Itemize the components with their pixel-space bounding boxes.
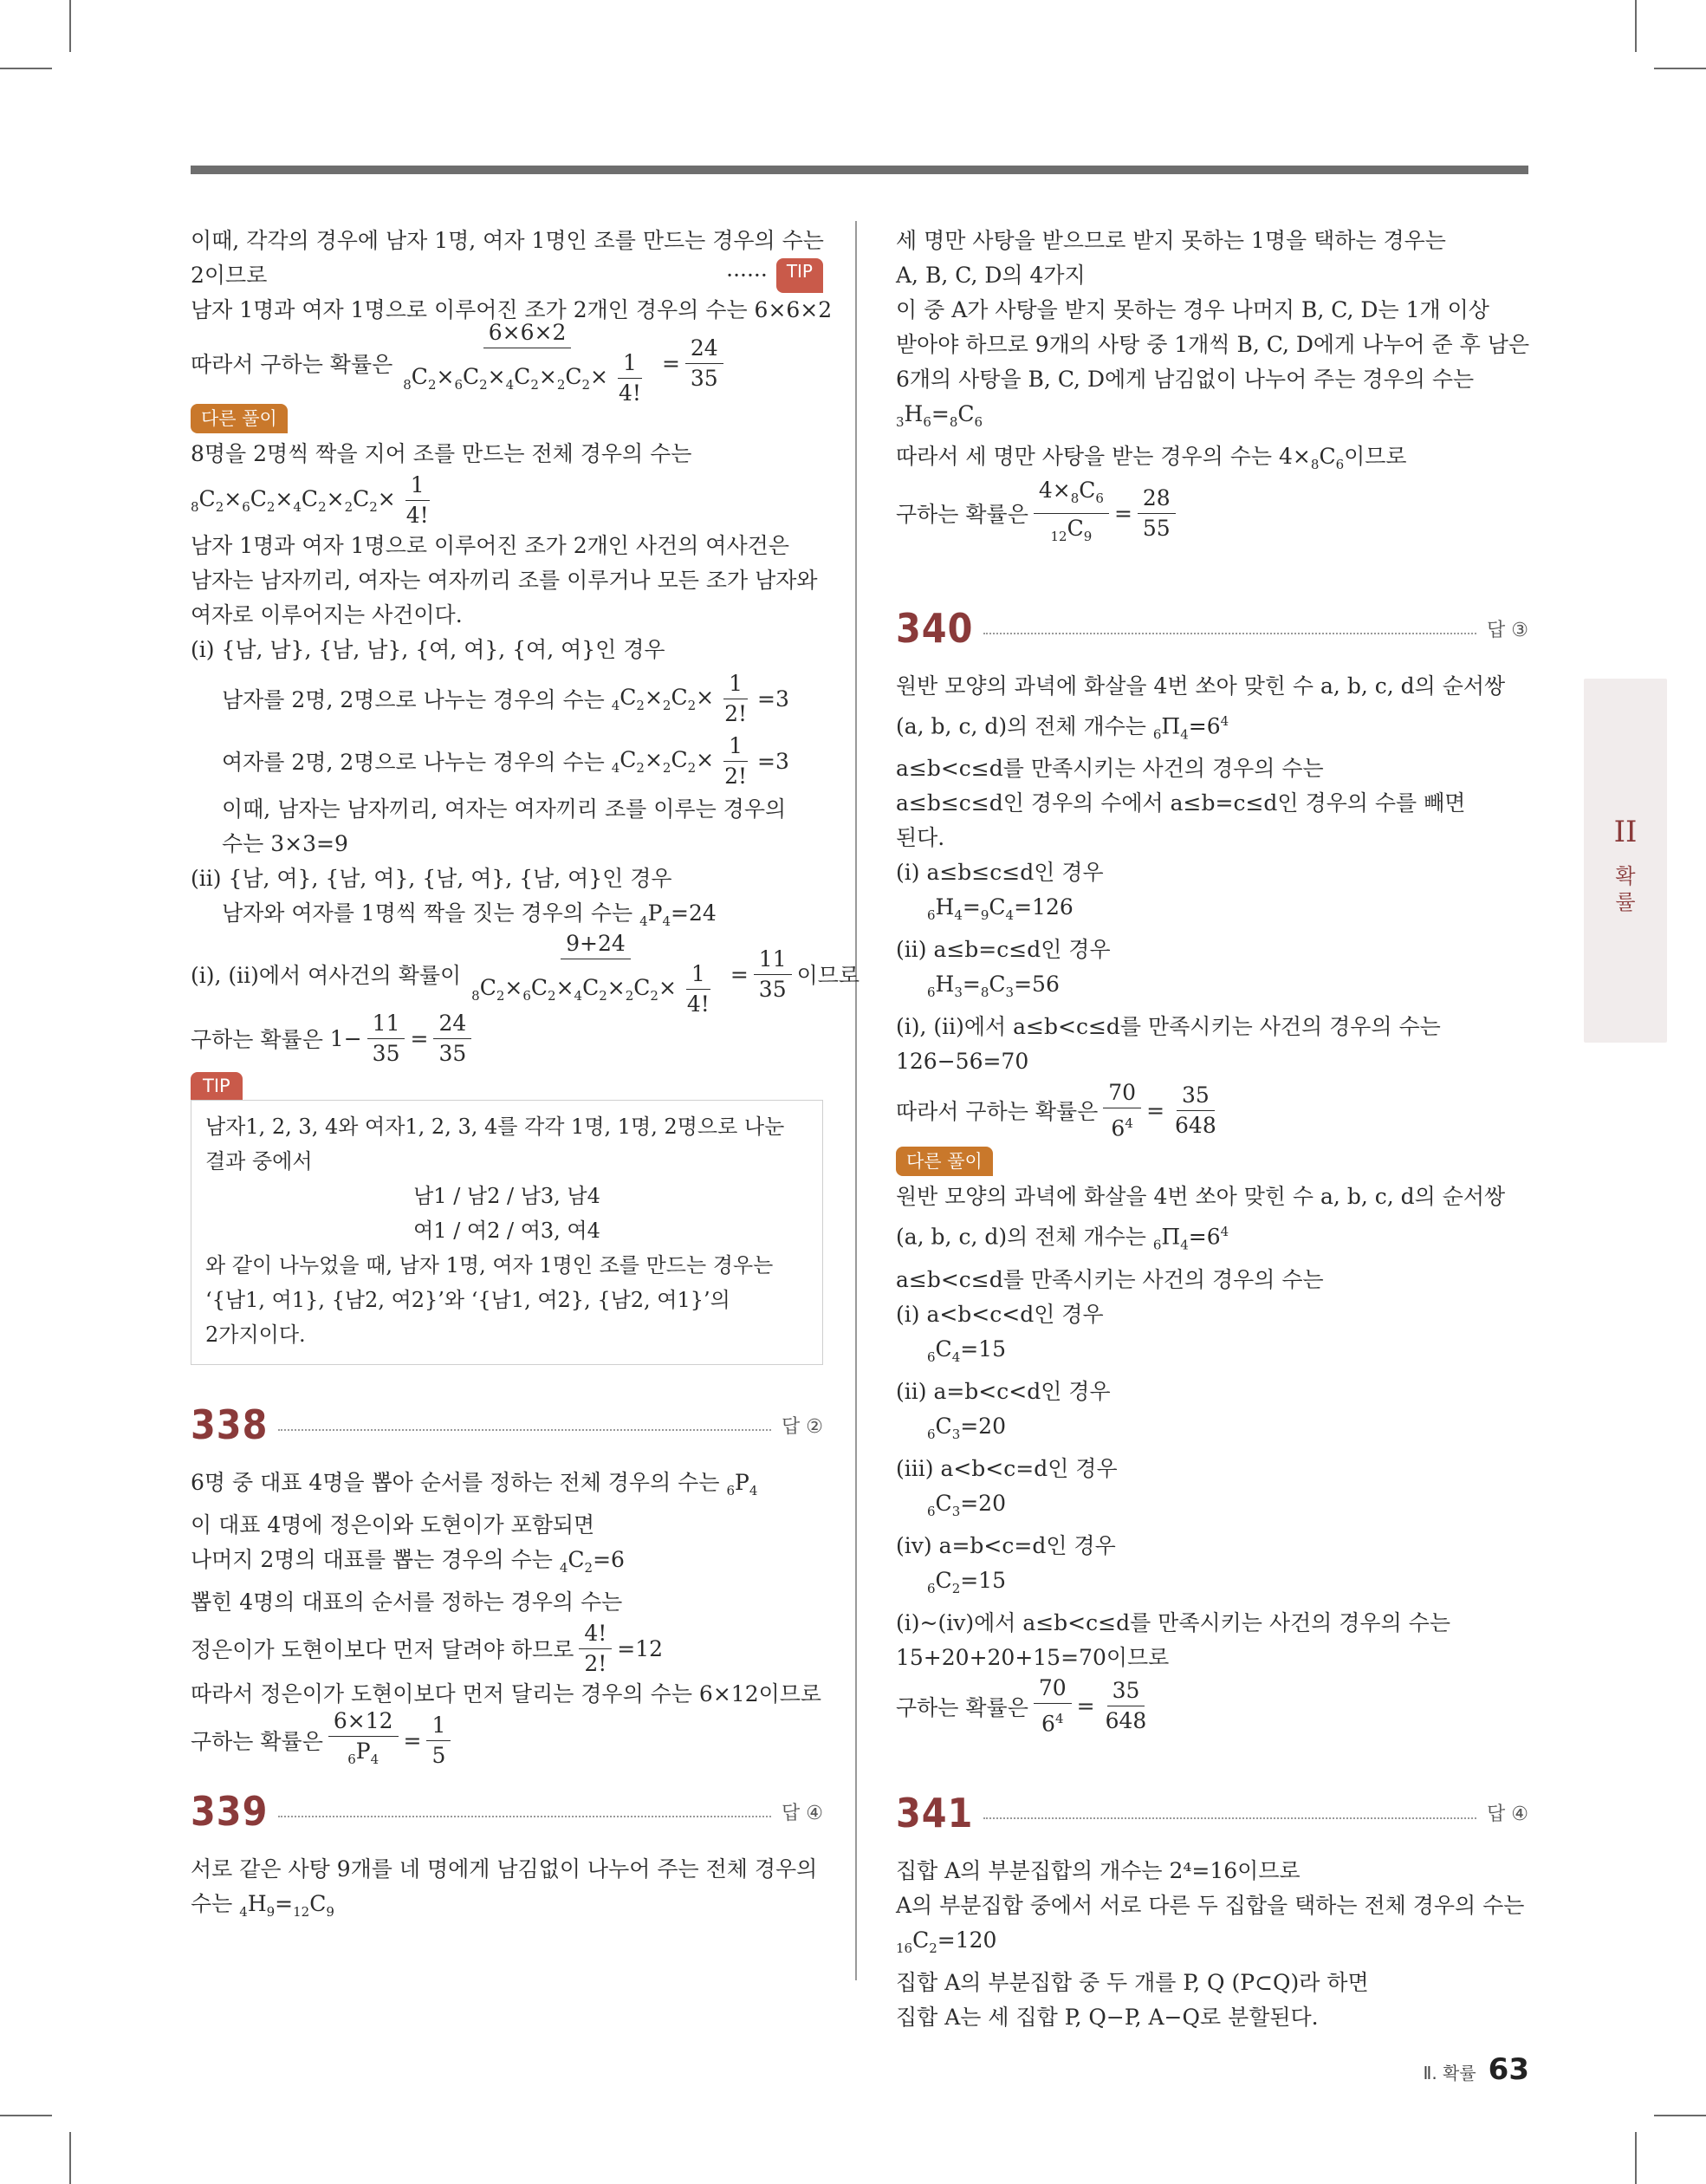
problem-number: 341 [896,1789,974,1836]
problem-number: 339 [191,1788,269,1835]
chapter-roman-numeral: II [1613,815,1638,849]
text-line: 서로 같은 사탕 9개를 네 명에게 남김없이 나누어 주는 전체 경우의 [191,1856,818,1882]
text-fragment: 남자와 여자를 1명씩 짝을 짓는 경우의 수는 [222,900,633,926]
text-line: 여1 / 여2 / 여3, 여4 [413,1219,600,1243]
leader-dots: ······ [726,263,768,288]
text-line: 여자로 이루어지는 사건이다. [191,602,463,627]
tip-box-label: TIP [191,1072,243,1100]
text-line: 뽑힌 4명의 대표의 순서를 정하는 경우의 수는 [191,1589,623,1615]
text-line: a≤b<c≤d를 만족시키는 사건의 경우의 수는 [896,756,1324,782]
text-line: (a, b, c, d)의 전체 개수는 $_6\Pi_4=6^4$ [896,713,1229,743]
text-line: (ii) a=b<c<d인 경우 [896,1378,1111,1404]
tip-badge: TIP [776,258,823,293]
header-rule [191,166,1528,174]
formula-line: $_6H_4=_9C_4=126$ [927,894,1074,924]
text-line: 남자 1명과 여자 1명으로 이루어진 조가 2개인 경우의 수는 6×6×2 [191,297,833,322]
text-line: 126−56=70 [896,1049,1029,1075]
alt-solution-badge: 다른 풀이 [896,1147,993,1176]
text-line: (i), (ii)에서 a≤b<c≤d를 만족시키는 사건의 경우의 수는 [896,1014,1441,1040]
text-line: 8명을 2명씩 짝을 지어 조를 만드는 전체 경우의 수는 [191,441,692,466]
left-column [191,224,860,1929]
text-line: 남자는 남자끼리, 여자는 여자끼리 조를 이루거나 모든 조가 남자와 [191,568,818,593]
formula-line: 구하는 확률은 $\frac{70}{6^4}$ = $\frac{35}{648}$ [896,1674,1147,1737]
text-line: 이 중 A가 사탕을 받지 못하는 경우 나머지 B, C, D는 1개 이상 [896,297,1489,322]
text-line: 받아야 하므로 9개의 사탕 중 1개씩 B, C, D에게 나누어 준 후 남은 [896,332,1530,357]
text-line: 남1 / 남2 / 남3, 남4 [413,1184,600,1208]
text-line: 남자1, 2, 3, 4와 여자1, 2, 3, 4를 각각 1명, 1명, 2명으로 나눈 [205,1115,785,1139]
text-line: a≤b<c≤d를 만족시키는 사건의 경우의 수는 [896,1266,1324,1292]
text-line: 와 같이 나누었을 때, 남자 1명, 여자 1명인 조를 만드는 경우는 [205,1253,774,1277]
text-line: 된다. [896,825,945,851]
text-line: 6개의 사탕을 B, C, D에게 남김없이 나누어 주는 경우의 수는 [896,367,1475,392]
text-line: 나머지 2명의 대표를 뽑는 경우의 수는 $_4C_2=6$ [191,1547,625,1576]
text-line: A, B, C, D의 4가지 [896,263,1086,288]
text-fragment: 이므로 [796,963,860,988]
page-footer [1423,2052,1529,2087]
crop-mark [69,0,71,52]
formula-line: (i), (ii)에서 여사건의 확률이 9+24 $_8C_2\times_6C_2\times_4C_2\times_2C_2\times$ $\frac{1}{4!}$ = $\frac{11}{35}$ 이므로 [191,931,860,1017]
problem-number: 340 [896,605,974,652]
formula-line: 따라서 구하는 확률은 $\frac{70}{6^4}$ = $\frac{35}{648}$ [896,1079,1216,1141]
crop-mark [69,2132,71,2184]
text-line: (ii) {남, 여}, {남, 여}, {남, 여}, {남, 여}인 경우 [191,866,672,891]
text-line: ‘{남1, 여1}, {남2, 여2}’와 ‘{남1, 여2}, {남2, 여1}’의 [205,1288,730,1312]
problem-header-338 [191,1401,823,1448]
answer-mark: 답 ④ [1487,1804,1528,1826]
formula-line: $_6H_3=_8C_3=56$ [927,972,1060,1001]
text-line: 2가지이다. [205,1323,306,1347]
crop-mark [1635,0,1637,52]
text-line: (i) a≤b≤c≤d인 경우 [896,860,1104,886]
answer-mark: 답 ② [782,1415,823,1438]
problem-header-339 [191,1788,823,1835]
answer-mark: 답 ③ [1487,619,1528,641]
text-fragment: (i), (ii)에서 여사건의 확률이 [191,963,462,988]
leader-dots [278,1816,771,1817]
text-line: 집합 A는 세 집합 P, Q−P, A−Q로 분할된다. [896,2004,1319,2030]
text-line: 따라서 정은이가 도현이보다 먼저 달리는 경우의 수는 6×12이므로 [191,1681,822,1706]
chapter-label [1603,863,1648,915]
formula-line: 구하는 확률은 $\frac{4\times_8C_6}{_{12}C_9}$ = $\frac{28}{55}$ [896,482,1528,544]
problem-header-340 [896,605,1528,652]
text-line: 원반 모양의 과녁에 화살을 4번 쏘아 맞힌 수 a, b, c, d의 순서쌍 [896,673,1506,699]
formula-line: 남자를 2명, 2명으로 나누는 경우의 수는 $_4C_2\times_2C_2\times$ $\frac{1}{2!}$ =3 [222,670,789,726]
text-line: (ii) a≤b=c≤d인 경우 [896,937,1111,963]
text-line: 이때, 각각의 경우에 남자 1명, 여자 1명인 조를 만드는 경우의 수는 [191,228,824,253]
text-line: (iv) a=b<c=d인 경우 [896,1532,1116,1558]
text-line: 남자와 여자를 1명씩 짝을 짓는 경우의 수는 $_4P_4=24$ [222,900,717,929]
crop-mark [1654,2115,1706,2116]
text-fragment: 2이므로 [191,263,268,288]
formula-line: 따라서 구하는 확률은 6×6×2 $_8C_2\times_6C_2\times_4C_2\times_2C_2\times$ $\frac{1}{4!}$ = $\frac{24}{35}$ [191,328,823,399]
formula-line: $_6C_3=20$ [927,1413,1006,1442]
formula-line: 여자를 2명, 2명으로 나누는 경우의 수는 $_4C_2\times_2C_2\times$ $\frac{1}{2!}$ =3 [222,732,789,789]
crop-mark [0,2115,52,2116]
problem-number: 338 [191,1401,269,1448]
formula-line: $_6C_3=20$ [927,1490,1006,1519]
page-number: 63 [1488,2052,1529,2087]
crop-mark [1654,68,1706,69]
text-line: 수는 $_4H_9=_{12}C_9$ [191,1891,334,1920]
text-line: (a, b, c, d)의 전체 개수는 $_6\Pi_4=6^4$ [896,1224,1229,1253]
text-fragment: 여자를 2명, 2명으로 나누는 경우의 수는 [222,750,605,775]
crop-mark [1635,2132,1637,2184]
text-line: 세 명만 사탕을 받으므로 받지 못하는 1명을 택하는 경우는 [896,228,1446,253]
text-line: 이때, 남자는 남자끼리, 여자는 여자끼리 조를 이루는 경우의 [222,796,787,822]
answer-mark: 답 ④ [782,1802,823,1824]
text-line: 6명 중 대표 4명을 뽑아 순서를 정하는 전체 경우의 수는 $_6P_4$ [191,1470,758,1498]
text-line: 15+20+20+15=70이므로 [896,1644,1170,1670]
text-line: 집합 A의 부분집합의 개수는 2⁴=16이므로 [896,1857,1301,1883]
text-line: a≤b≤c≤d인 경우의 수에서 a≤b=c≤d인 경우의 수를 빼면 [896,790,1466,816]
text-line: A의 부분집합 중에서 서로 다른 두 집합을 택하는 전체 경우의 수는 [896,1892,1525,1918]
text-line: 원반 모양의 과녁에 화살을 4번 쏘아 맞힌 수 a, b, c, d의 순서쌍 [896,1184,1506,1210]
formula-line: $_8C_2\times_6C_2\times_4C_2\times_2C_2\times$ $\frac{1}{4!}$ [191,471,429,528]
text-line: 집합 A의 부분집합 중 두 개를 P, Q (P⊂Q)라 하면 [896,1969,1369,1995]
column-divider [855,221,857,1980]
formula-line: 구하는 확률은 1− $\frac{11}{35}$ = $\frac{24}{35}$ [191,1010,823,1067]
formula-line: $_3H_6=_8C_6$ [896,401,983,430]
formula-line: $_{16}C_2=120$ [896,1927,997,1956]
footer-section: Ⅱ. 확률 [1423,2063,1476,2083]
text-line: (iii) a<b<c=d인 경우 [896,1455,1118,1481]
text-fragment: 따라서 구하는 확률은 [191,352,393,377]
text-line: 따라서 세 명만 사탕을 받는 경우의 수는 $4\times_8C_6$이므로 [896,444,1407,472]
text-line: (i) {남, 남}, {남, 남}, {여, 여}, {여, 여}인 경우 [191,637,665,662]
text-line: 결과 중에서 [205,1149,313,1173]
formula-line: 정은이가 도현이보다 먼저 달려야 하므로 $\frac{4!}{2!}$ =12 [191,1620,664,1676]
text-line: 수는 3×3=9 [222,831,348,856]
text-fragment: 남자를 2명, 2명으로 나누는 경우의 수는 [222,687,605,712]
chapter-label-char: 확 [1615,864,1636,888]
text-line [191,258,823,293]
problem-header-341 [896,1790,1528,1836]
formula-line: $_6C_4=15$ [927,1336,1006,1365]
formula-line: $_6C_2=15$ [927,1567,1006,1596]
text-line: 남자 1명과 여자 1명으로 이루어진 조가 2개인 사건의 여사건은 [191,533,789,558]
chapter-side-tab [1584,679,1667,1043]
right-column [896,224,1528,2035]
fraction: $\frac{24}{35}$ [685,335,723,392]
tip-box [191,1072,823,1365]
chapter-label-char: 률 [1615,890,1636,914]
text-line: (i)~(iv)에서 a≤b<c≤d를 만족시키는 사건의 경우의 수는 [896,1609,1450,1635]
formula-line: 구하는 확률은 $\frac{6\times 12}{_6P_4}$ = $\frac{1}{5}$ [191,1712,823,1769]
alt-solution-badge: 다른 풀이 [191,404,288,433]
leader-dots [278,1429,771,1431]
crop-mark [0,68,52,69]
leader-dots [983,633,1476,634]
fraction: 6×6×2 $_8C_2\times_6C_2\times_4C_2\times_2C_2\times$ $\frac{1}{4!}$ [403,320,641,406]
leader-dots [983,1817,1476,1819]
text-line: 이 대표 4명에 정은이와 도현이가 포함되면 [191,1512,595,1537]
text-fragment: 구하는 확률은 [191,1027,323,1052]
text-line: (i) a<b<c<d인 경우 [896,1301,1104,1327]
